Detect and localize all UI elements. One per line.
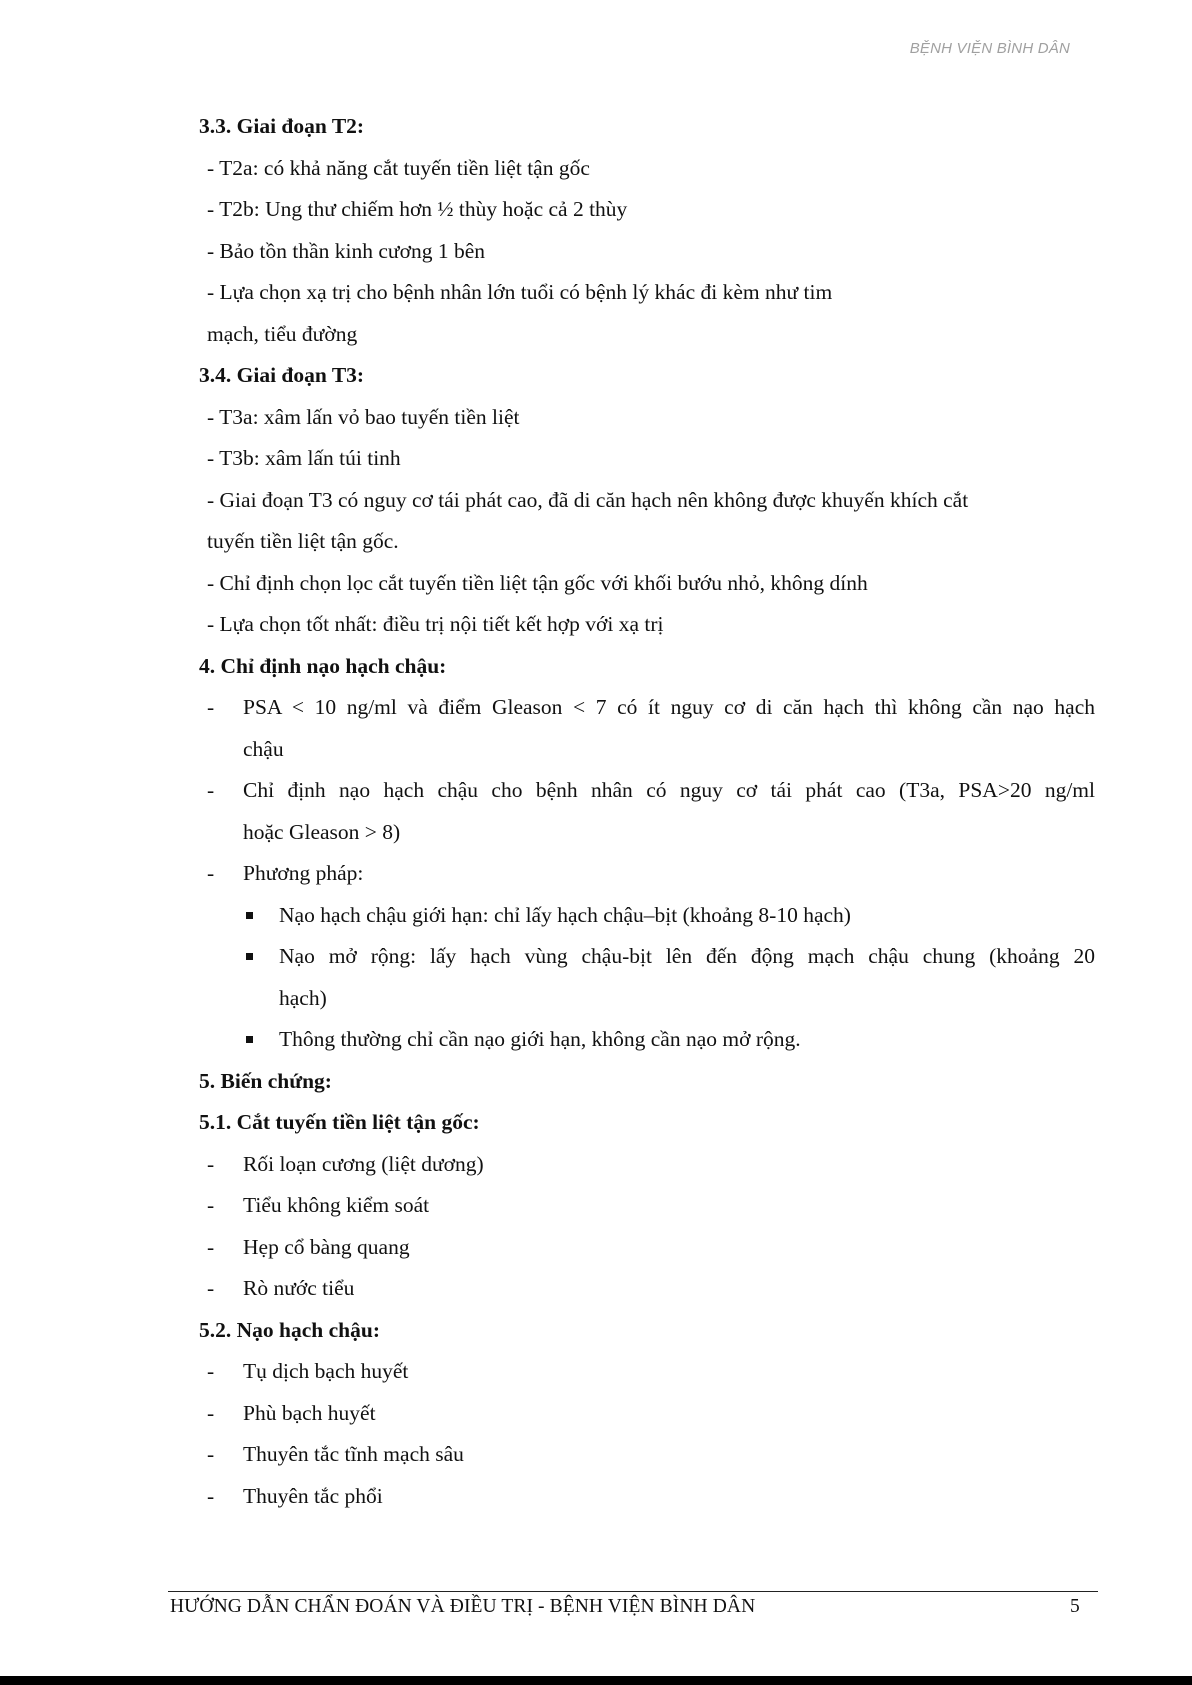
- paragraph-line: mạch, tiểu đường: [207, 321, 358, 346]
- dash-marker: -: [207, 861, 215, 885]
- list-item-text: Phương pháp:: [243, 861, 364, 885]
- paragraph-line: - Lựa chọn xạ trị cho bệnh nhân lớn tuổi có bệnh lý khác đi kèm như tim: [207, 280, 833, 304]
- list-item-text: Hẹp cổ bàng quang: [243, 1234, 410, 1259]
- list-item-text: Thuyên tắc phổi: [243, 1483, 383, 1508]
- list-item-text: Chỉ định nạo hạch chậu cho bệnh nhân có nguy cơ tái phát cao (T3a, PSA>20 ng/ml: [243, 778, 1095, 802]
- list-item-continuation: chậu: [243, 736, 284, 761]
- list-item: [199, 1268, 1095, 1310]
- dash-marker: -: [207, 695, 215, 719]
- list-item: [199, 1393, 1095, 1435]
- dash-marker: -: [207, 778, 215, 802]
- bullet-item: [199, 895, 1095, 937]
- list-item-text: Rò nước tiểu: [243, 1276, 355, 1300]
- paragraph-line: - T2a: có khả năng cắt tuyến tiền liệt tận gốc: [207, 155, 590, 180]
- paragraph-line: - T2b: Ung thư chiếm hơn ½ thùy hoặc cả 2 thùy: [207, 197, 628, 221]
- list-item: [199, 1185, 1095, 1227]
- dash-marker: -: [207, 1359, 215, 1383]
- paragraph-line: - Lựa chọn tốt nhất: điều trị nội tiết kết hợp với xạ trị: [207, 612, 664, 636]
- running-header: BỆNH VIỆN BÌNH DÂN: [909, 40, 1070, 57]
- list-item-text: PSA < 10 ng/ml và điểm Gleason < 7 có ít nguy cơ di căn hạch thì không cần nạo hạch: [243, 695, 1095, 719]
- bullet-item-continuation: hạch): [279, 985, 327, 1010]
- bullet-item-text: Nạo mở rộng: lấy hạch vùng chậu-bịt lên đến động mạch chậu chung (khoảng 20: [279, 944, 1095, 968]
- section-3-3-heading: 3.3. Giai đoạn T2:: [199, 114, 365, 138]
- list-item: [199, 687, 1095, 729]
- list-item: [199, 770, 1095, 812]
- running-footer: HƯỚNG DẪN CHẨN ĐOÁN VÀ ĐIỀU TRỊ - BỆNH VIỆN BÌNH DÂN: [170, 1596, 756, 1617]
- dash-marker: -: [207, 1400, 215, 1425]
- list-item: [199, 1351, 1095, 1393]
- paragraph-line: - T3a: xâm lấn vỏ bao tuyến tiền liệt: [207, 404, 520, 429]
- dash-marker: -: [207, 1442, 215, 1466]
- section-5-heading: 5. Biến chứng:: [199, 1068, 332, 1093]
- list-item: [199, 1434, 1095, 1476]
- paragraph-line: - Bảo tồn thần kinh cương 1 bên: [207, 238, 485, 263]
- dash-marker: -: [207, 1193, 215, 1217]
- page-bottom-border: [0, 1676, 1192, 1685]
- list-item: [199, 1227, 1095, 1269]
- bullet-item-text: Thông thường chỉ cần nạo giới hạn, không cần nạo mở rộng.: [279, 1027, 801, 1051]
- list-item-text: Tụ dịch bạch huyết: [243, 1359, 409, 1383]
- section-4-heading: 4. Chỉ định nạo hạch chậu:: [199, 653, 447, 678]
- list-item-text: Rối loạn cương (liệt dương): [243, 1151, 484, 1176]
- list-item: [199, 1144, 1095, 1186]
- section-3-4-heading: 3.4. Giai đoạn T3:: [199, 363, 365, 387]
- page-number: 5: [1070, 1596, 1080, 1617]
- list-item-text: Thuyên tắc tĩnh mạch sâu: [243, 1442, 464, 1466]
- paragraph-line: - Giai đoạn T3 có nguy cơ tái phát cao, đã di căn hạch nên không được khuyến khích cắt: [207, 487, 969, 512]
- dash-marker: -: [207, 1234, 215, 1259]
- dash-marker: -: [207, 1483, 215, 1508]
- paragraph-line: tuyến tiền liệt tận gốc.: [207, 529, 399, 553]
- list-item-continuation: hoặc Gleason > 8): [243, 819, 401, 844]
- square-bullet-icon: [246, 912, 253, 919]
- list-item: [199, 853, 1095, 895]
- paragraph-line: - T3b: xâm lấn túi tinh: [207, 446, 401, 470]
- square-bullet-icon: [246, 953, 253, 960]
- bullet-item-text: Nạo hạch chậu giới hạn: chỉ lấy hạch chậu–bịt (khoảng 8-10 hạch): [279, 902, 851, 927]
- paragraph-line: - Chỉ định chọn lọc cắt tuyến tiền liệt tận gốc với khối bướu nhỏ, không dính: [207, 570, 868, 595]
- dash-marker: -: [207, 1276, 215, 1300]
- list-item: [199, 1476, 1095, 1518]
- section-5-1-heading: 5.1. Cắt tuyến tiền liệt tận gốc:: [199, 1110, 480, 1134]
- document-body: [199, 106, 1095, 1517]
- bullet-item: [199, 936, 1095, 978]
- footer-divider: [168, 1591, 1098, 1592]
- dash-marker: -: [207, 1151, 215, 1176]
- section-5-2-heading: 5.2. Nạo hạch chậu:: [199, 1317, 380, 1342]
- list-item-text: Tiểu không kiểm soát: [243, 1193, 430, 1217]
- list-item-text: Phù bạch huyết: [243, 1400, 376, 1425]
- bullet-item: [199, 1019, 1095, 1061]
- square-bullet-icon: [246, 1036, 253, 1043]
